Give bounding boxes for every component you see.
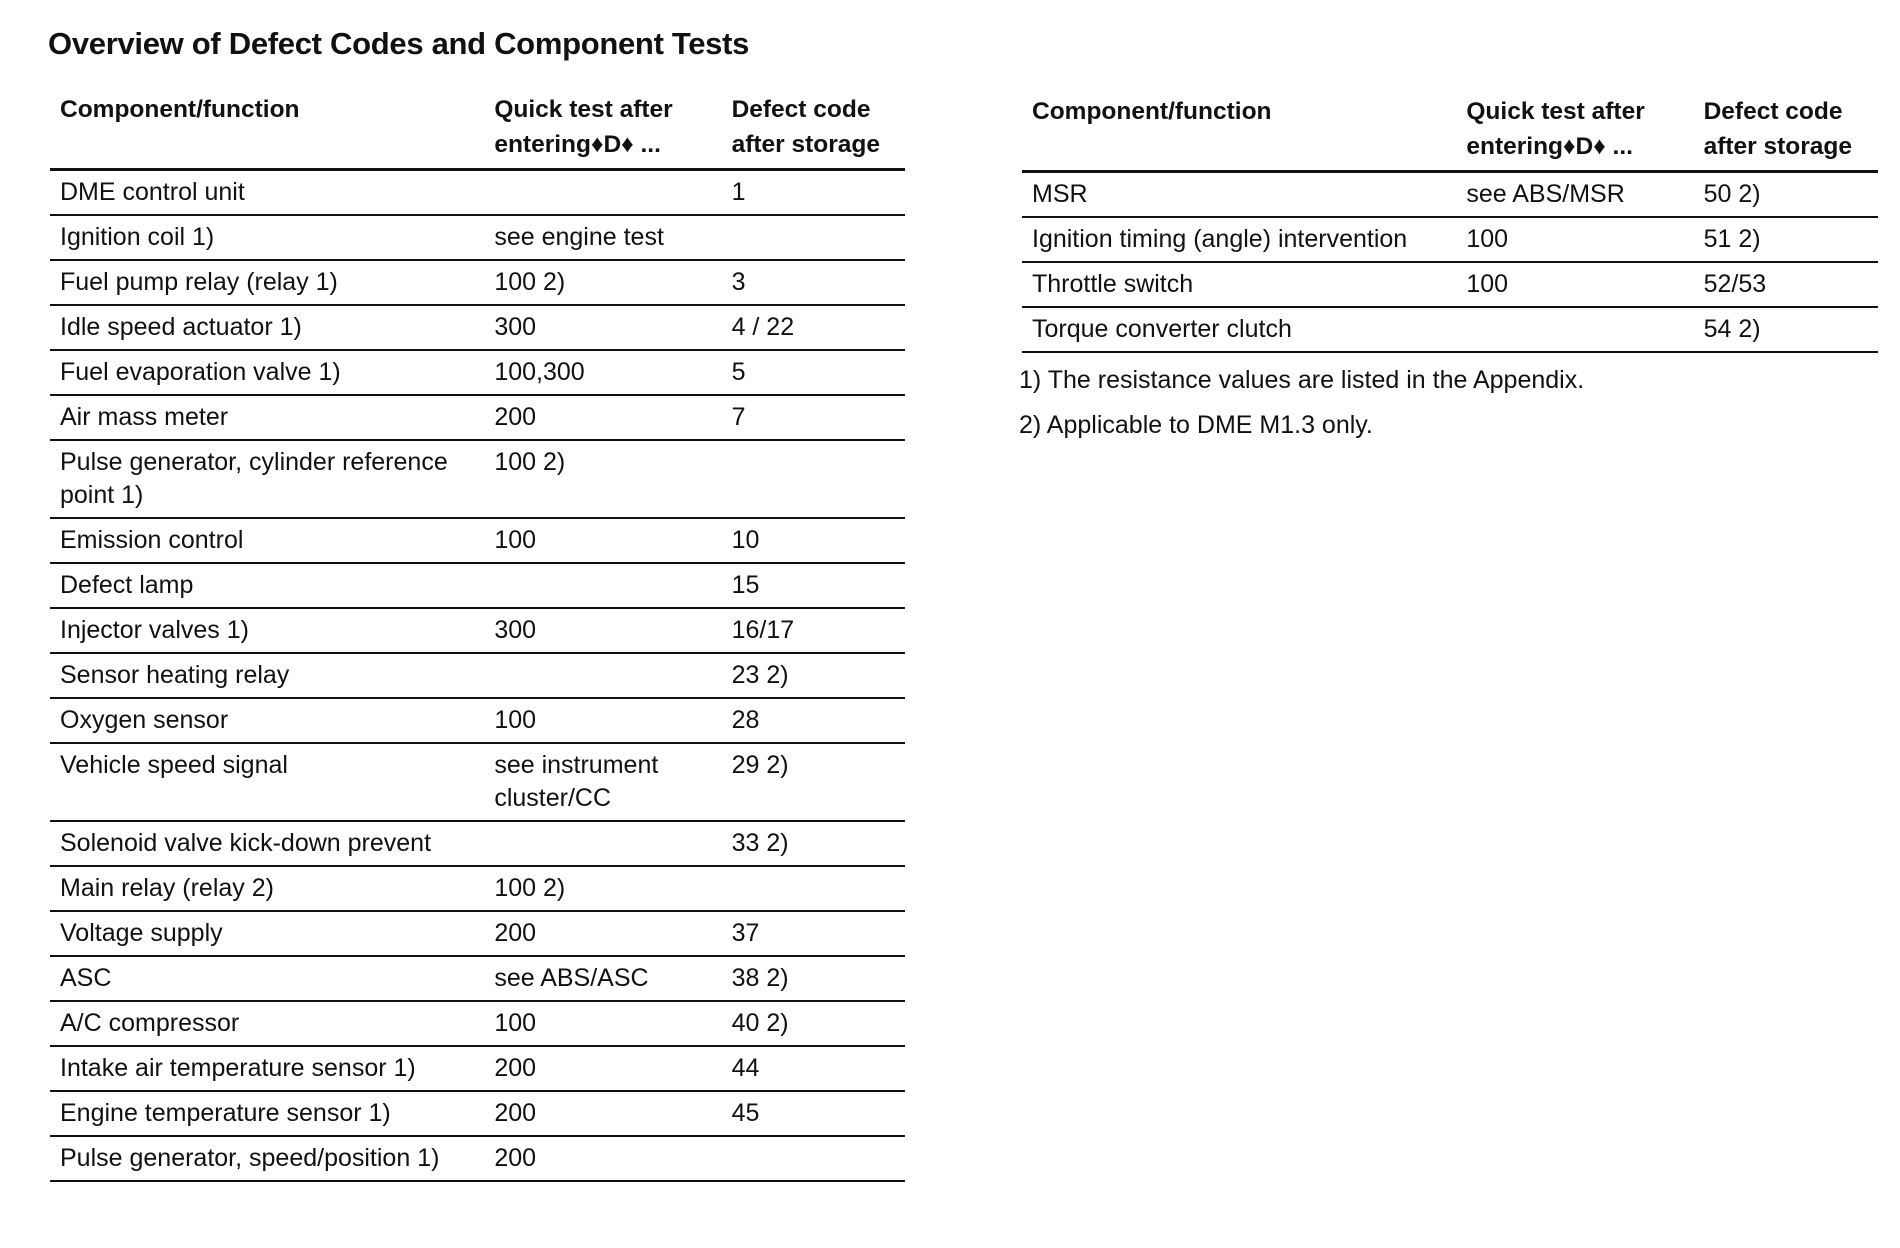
cell-defect-code: 1 <box>722 170 905 216</box>
cell-quick-test: 100 <box>484 1001 721 1046</box>
cell-quick-test <box>484 821 721 866</box>
cell-component: Vehicle speed signal <box>50 743 484 821</box>
cell-quick-test: 300 <box>484 608 721 653</box>
cell-component: MSR <box>1022 172 1456 218</box>
cell-quick-test: 300 <box>484 305 721 350</box>
table-row <box>50 260 905 305</box>
cell-defect-code <box>722 866 905 911</box>
cell-component: Voltage supply <box>50 911 484 956</box>
cell-component: Idle speed actuator 1) <box>50 305 484 350</box>
defect-code-table-right <box>1022 94 1878 353</box>
table-row <box>50 608 905 653</box>
cell-defect-code: 37 <box>722 911 905 956</box>
cell-defect-code: 16/17 <box>722 608 905 653</box>
cell-defect-code <box>722 215 905 260</box>
column-header-component: Component/function <box>50 92 484 170</box>
cell-defect-code: 40 2) <box>722 1001 905 1046</box>
cell-quick-test: 200 <box>484 395 721 440</box>
table-row <box>50 350 905 395</box>
table-row <box>50 653 905 698</box>
table-row <box>50 215 905 260</box>
cell-component: Defect lamp <box>50 563 484 608</box>
cell-defect-code <box>722 1136 905 1181</box>
table-row <box>50 518 905 563</box>
cell-component: Engine temperature sensor 1) <box>50 1091 484 1136</box>
cell-quick-test: 200 <box>484 1136 721 1181</box>
cell-quick-test: 100 2) <box>484 866 721 911</box>
cell-component: Fuel pump relay (relay 1) <box>50 260 484 305</box>
cell-quick-test: 100 2) <box>484 440 721 518</box>
cell-quick-test: 100,300 <box>484 350 721 395</box>
table-row <box>50 911 905 956</box>
cell-quick-test: 100 2) <box>484 260 721 305</box>
cell-component: Sensor heating relay <box>50 653 484 698</box>
cell-component: Torque converter clutch <box>1022 307 1456 352</box>
cell-defect-code: 29 2) <box>722 743 905 821</box>
cell-quick-test: 200 <box>484 1046 721 1091</box>
column-header-quick-test: Quick test after entering♦D♦ ... <box>484 92 721 170</box>
column-header-defect-code: Defect code after storage <box>1694 94 1878 172</box>
column-header-defect-code: Defect code after storage <box>722 92 905 170</box>
cell-component: Solenoid valve kick-down prevent <box>50 821 484 866</box>
table-row <box>50 956 905 1001</box>
table-row <box>50 1001 905 1046</box>
table-row <box>50 821 905 866</box>
cell-quick-test: see engine test <box>484 215 721 260</box>
column-header-quick-test: Quick test after entering♦D♦ ... <box>1456 94 1693 172</box>
footnote-appendix: 1) The resistance values are listed in the Appendix. <box>1019 366 1585 394</box>
cell-defect-code: 4 / 22 <box>722 305 905 350</box>
cell-quick-test: 200 <box>484 911 721 956</box>
cell-component: Ignition coil 1) <box>50 215 484 260</box>
table-row <box>50 743 905 821</box>
cell-component: Fuel evaporation valve 1) <box>50 350 484 395</box>
cell-defect-code: 33 2) <box>722 821 905 866</box>
cell-component: Intake air temperature sensor 1) <box>50 1046 484 1091</box>
cell-defect-code: 5 <box>722 350 905 395</box>
cell-quick-test: 200 <box>484 1091 721 1136</box>
cell-component: Main relay (relay 2) <box>50 866 484 911</box>
table-row <box>50 1136 905 1181</box>
defect-code-table-left <box>50 92 905 1182</box>
table-row <box>1022 172 1878 218</box>
table-row <box>50 1046 905 1091</box>
table-body-right <box>1022 172 1878 353</box>
table-body-left <box>50 170 905 1182</box>
cell-defect-code: 51 2) <box>1694 217 1878 262</box>
table-row <box>50 440 905 518</box>
cell-component: Pulse generator, speed/position 1) <box>50 1136 484 1181</box>
cell-quick-test <box>484 653 721 698</box>
table-row <box>1022 217 1878 262</box>
table-header-row <box>1022 94 1878 172</box>
cell-quick-test: 100 <box>484 518 721 563</box>
cell-component: Oxygen sensor <box>50 698 484 743</box>
cell-defect-code: 50 2) <box>1694 172 1878 218</box>
cell-defect-code: 10 <box>722 518 905 563</box>
cell-component: Emission control <box>50 518 484 563</box>
cell-quick-test <box>1456 307 1693 352</box>
cell-component: Injector valves 1) <box>50 608 484 653</box>
cell-component: Air mass meter <box>50 395 484 440</box>
table-row <box>50 698 905 743</box>
cell-quick-test: 100 <box>484 698 721 743</box>
cell-quick-test: 100 <box>1456 262 1693 307</box>
table-row <box>50 866 905 911</box>
cell-quick-test <box>484 170 721 216</box>
table-row <box>50 563 905 608</box>
cell-quick-test: see ABS/ASC <box>484 956 721 1001</box>
cell-defect-code: 38 2) <box>722 956 905 1001</box>
cell-defect-code: 23 2) <box>722 653 905 698</box>
cell-quick-test <box>484 563 721 608</box>
cell-component: Pulse generator, cylinder reference point 1) <box>50 440 484 518</box>
cell-defect-code: 28 <box>722 698 905 743</box>
table-row <box>50 395 905 440</box>
table-row <box>50 305 905 350</box>
cell-quick-test: see ABS/MSR <box>1456 172 1693 218</box>
cell-quick-test: see instrument cluster/CC <box>484 743 721 821</box>
cell-defect-code: 7 <box>722 395 905 440</box>
table-row <box>50 170 905 216</box>
table-row <box>50 1091 905 1136</box>
cell-component: Ignition timing (angle) intervention <box>1022 217 1456 262</box>
cell-component: A/C compressor <box>50 1001 484 1046</box>
cell-defect-code: 15 <box>722 563 905 608</box>
footnote-dme-m13: 2) Applicable to DME M1.3 only. <box>1019 411 1373 439</box>
page-title: Overview of Defect Codes and Component Tests <box>48 26 750 61</box>
table-row <box>1022 307 1878 352</box>
column-header-component: Component/function <box>1022 94 1456 172</box>
table-header-row <box>50 92 905 170</box>
table-row <box>1022 262 1878 307</box>
cell-defect-code: 3 <box>722 260 905 305</box>
cell-defect-code <box>722 440 905 518</box>
cell-defect-code: 54 2) <box>1694 307 1878 352</box>
cell-quick-test: 100 <box>1456 217 1693 262</box>
cell-component: DME control unit <box>50 170 484 216</box>
cell-defect-code: 52/53 <box>1694 262 1878 307</box>
cell-component: ASC <box>50 956 484 1001</box>
cell-component: Throttle switch <box>1022 262 1456 307</box>
footnotes <box>1019 364 1584 454</box>
cell-defect-code: 44 <box>722 1046 905 1091</box>
cell-defect-code: 45 <box>722 1091 905 1136</box>
